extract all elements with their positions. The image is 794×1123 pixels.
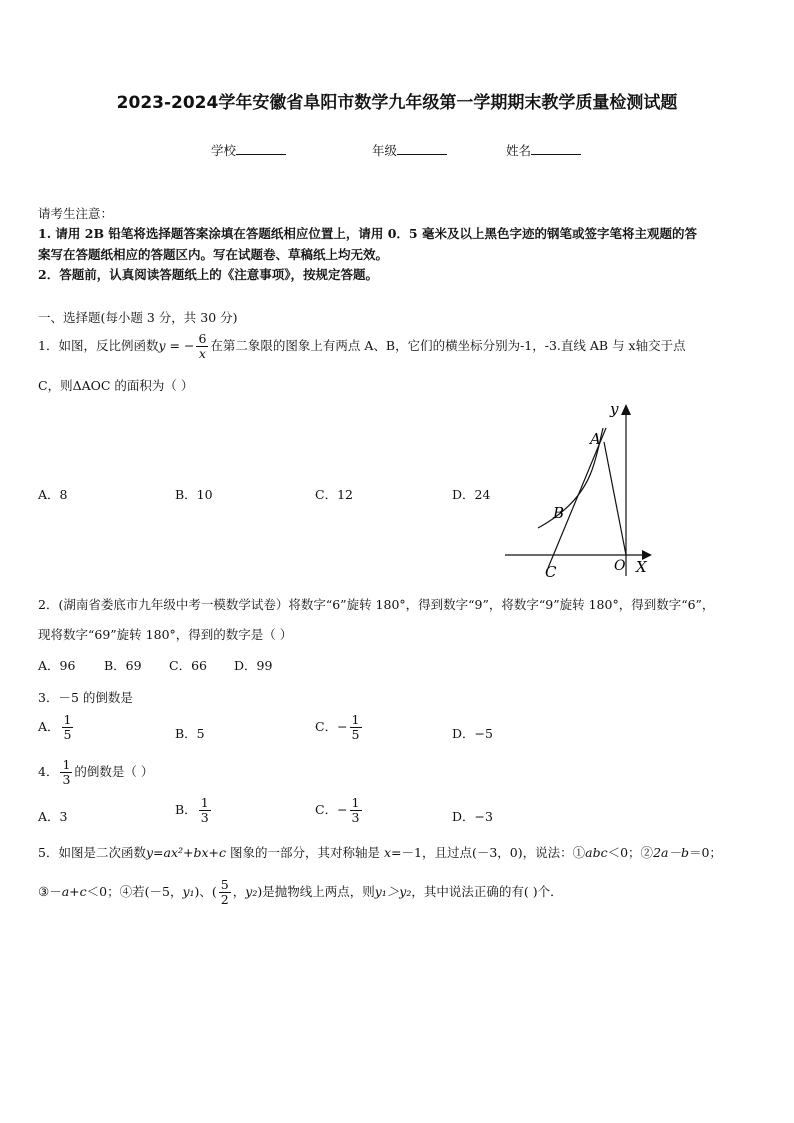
- label-y: y: [610, 400, 619, 418]
- q5-l2-e: )是抛物线上两点，则: [257, 884, 375, 899]
- q4-prefix: 4．: [38, 764, 59, 779]
- notice-line-1: 1. 请用 2B 铅笔将选择题答案涂填在答题纸相应位置上，请用 0．5 毫米及以上黑色字迹的钢笔或签字笔将主观题的答: [38, 226, 697, 241]
- q1-option-c: C．12: [315, 487, 353, 502]
- q3-c-fraction: [350, 713, 362, 742]
- q1-option-b: B．10: [175, 487, 213, 502]
- section-heading: 一、选择题(每小题 3 分，共 30 分): [38, 310, 238, 325]
- y-axis-arrow: [621, 404, 631, 415]
- q4-c-den: 3: [351, 810, 360, 825]
- line-ab: [548, 428, 606, 568]
- q2-option-d: D．99: [234, 658, 273, 673]
- q1-prefix: 1．如图，反比例函数: [38, 338, 159, 353]
- q1-line-2: C，则ΔAOC 的面积为（ ）: [38, 378, 194, 393]
- q1-stem: [38, 332, 686, 361]
- q3-c-num: 1: [351, 712, 360, 727]
- q3-c-label: C．−: [315, 719, 348, 734]
- label-o: O: [614, 558, 626, 574]
- q2-line-1: 2．(湖南省娄底市九年级中考一模数学试卷）将数字“6”旋转 180°，得到数字“9”，将数字“9”旋转 180°，得到数字“6”，: [38, 597, 715, 612]
- q4-c-num: 1: [351, 795, 360, 810]
- q3-a-fraction: [62, 713, 74, 742]
- q1-frac-den: x: [198, 346, 206, 361]
- name-blank: [531, 142, 581, 155]
- q3-option-a: [38, 713, 75, 742]
- q3-a-num: 1: [63, 712, 72, 727]
- notice-heading: 请考生注意：: [38, 206, 114, 221]
- q5-l2-d: ，: [232, 884, 246, 899]
- q4-option-a: A．3: [38, 809, 68, 824]
- grade-blank: [397, 142, 447, 155]
- q3-c-den: 5: [351, 727, 360, 742]
- q5-l2-c: )、(: [194, 884, 217, 899]
- q5-line-2: [38, 878, 563, 907]
- q5-y1: y₁: [182, 884, 195, 899]
- q4-fraction: [60, 758, 72, 787]
- q5-l1-d: ＜0；②: [607, 845, 654, 860]
- q5-ac: a+c: [61, 884, 87, 899]
- q3-option-d: D．−5: [452, 726, 493, 741]
- q2-option-a: A．96: [38, 658, 76, 673]
- q4-option-c: [315, 796, 364, 825]
- notice-line-3: 2．答题前，认真阅读答题纸上的《注意事项》，按规定答题。: [38, 267, 378, 282]
- q5-l1-e: ＝0；: [688, 845, 722, 860]
- q5-y2: y₂: [245, 884, 258, 899]
- q5-line-1: [38, 843, 722, 861]
- q4-num: 1: [62, 757, 71, 772]
- label-x: X: [636, 558, 647, 576]
- q4-suffix: 的倒数是（ ）: [74, 764, 154, 779]
- q5-fraction: [219, 878, 231, 907]
- q4-b-num: 1: [200, 795, 209, 810]
- q5-l1-c: －1，且过点(－3，0)，说法：①: [401, 845, 586, 860]
- notice-line-2: 案写在答题纸相应的答题区内。写在试题卷、草稿纸上均无效。: [38, 247, 389, 262]
- q3-a-label: A．: [38, 719, 60, 734]
- q3-a-den: 5: [63, 727, 72, 742]
- school-blank: [236, 142, 286, 155]
- q1-fraction: [196, 332, 208, 361]
- q5-2ab: 2a－b: [653, 845, 689, 860]
- q1-func-lhs: y = −: [158, 338, 195, 353]
- label-a: A: [590, 430, 601, 448]
- q4-c-label: C．−: [315, 802, 348, 817]
- q3-option-b: B．5: [175, 726, 205, 741]
- segment-ao: [604, 442, 626, 555]
- q5-l2-b: ＜0；④若(－5，: [86, 884, 183, 899]
- q4-b-label: B．: [175, 802, 197, 817]
- q1-option-d: D．24: [452, 487, 491, 502]
- q5-l1-a: 5．如图是二次函数: [38, 845, 146, 860]
- q4-b-fraction: [199, 796, 211, 825]
- label-b: B: [553, 504, 565, 522]
- q4-b-den: 3: [200, 810, 209, 825]
- q5-frac-num: 5: [220, 877, 229, 892]
- q1-frac-num: 6: [198, 331, 207, 346]
- school-label: 学校: [211, 143, 237, 158]
- q1-suffix: 在第二象限的图象上有两点 A、B，它们的横坐标分别为-1，-3.直线 AB 与 x轴交于点: [210, 338, 686, 353]
- q1-figure: [500, 398, 660, 583]
- q5-l1-b: 图象的一部分，其对称轴是: [226, 845, 384, 860]
- grade-field: [372, 141, 447, 159]
- q5-abc: abc: [585, 845, 608, 860]
- name-field: [506, 141, 581, 159]
- q3-option-c: [315, 713, 364, 742]
- q5-l2-f: ，其中说法正确的有( )个．: [411, 884, 563, 899]
- q5-compare: y₁＞y₂: [374, 884, 412, 899]
- q4-c-fraction: [350, 796, 362, 825]
- name-label: 姓名: [506, 143, 532, 158]
- q5-func: y=ax²+bx+c: [145, 845, 227, 860]
- q4-option-b: [175, 796, 213, 825]
- q5-frac-den: 2: [220, 892, 229, 907]
- grade-label: 年级: [372, 143, 398, 158]
- q1-option-a: A．8: [38, 487, 68, 502]
- q2-line-2: 现将数字“69”旋转 180°，得到的数字是（ ）: [38, 627, 293, 642]
- q4-stem: [38, 758, 153, 787]
- label-c: C: [545, 563, 557, 581]
- q5-l2-a: ③－: [38, 884, 62, 899]
- page-title: 2023-2024学年安徽省阜阳市数学九年级第一学期期末教学质量检测试题: [116, 93, 678, 113]
- q4-den: 3: [62, 772, 71, 787]
- school-field: [211, 141, 286, 159]
- q3-stem: 3．－5 的倒数是: [38, 690, 133, 705]
- q2-option-b: B．69: [104, 658, 142, 673]
- q5-axis: x=: [383, 845, 402, 860]
- q4-option-d: D．−3: [452, 809, 493, 824]
- q2-option-c: C．66: [169, 658, 207, 673]
